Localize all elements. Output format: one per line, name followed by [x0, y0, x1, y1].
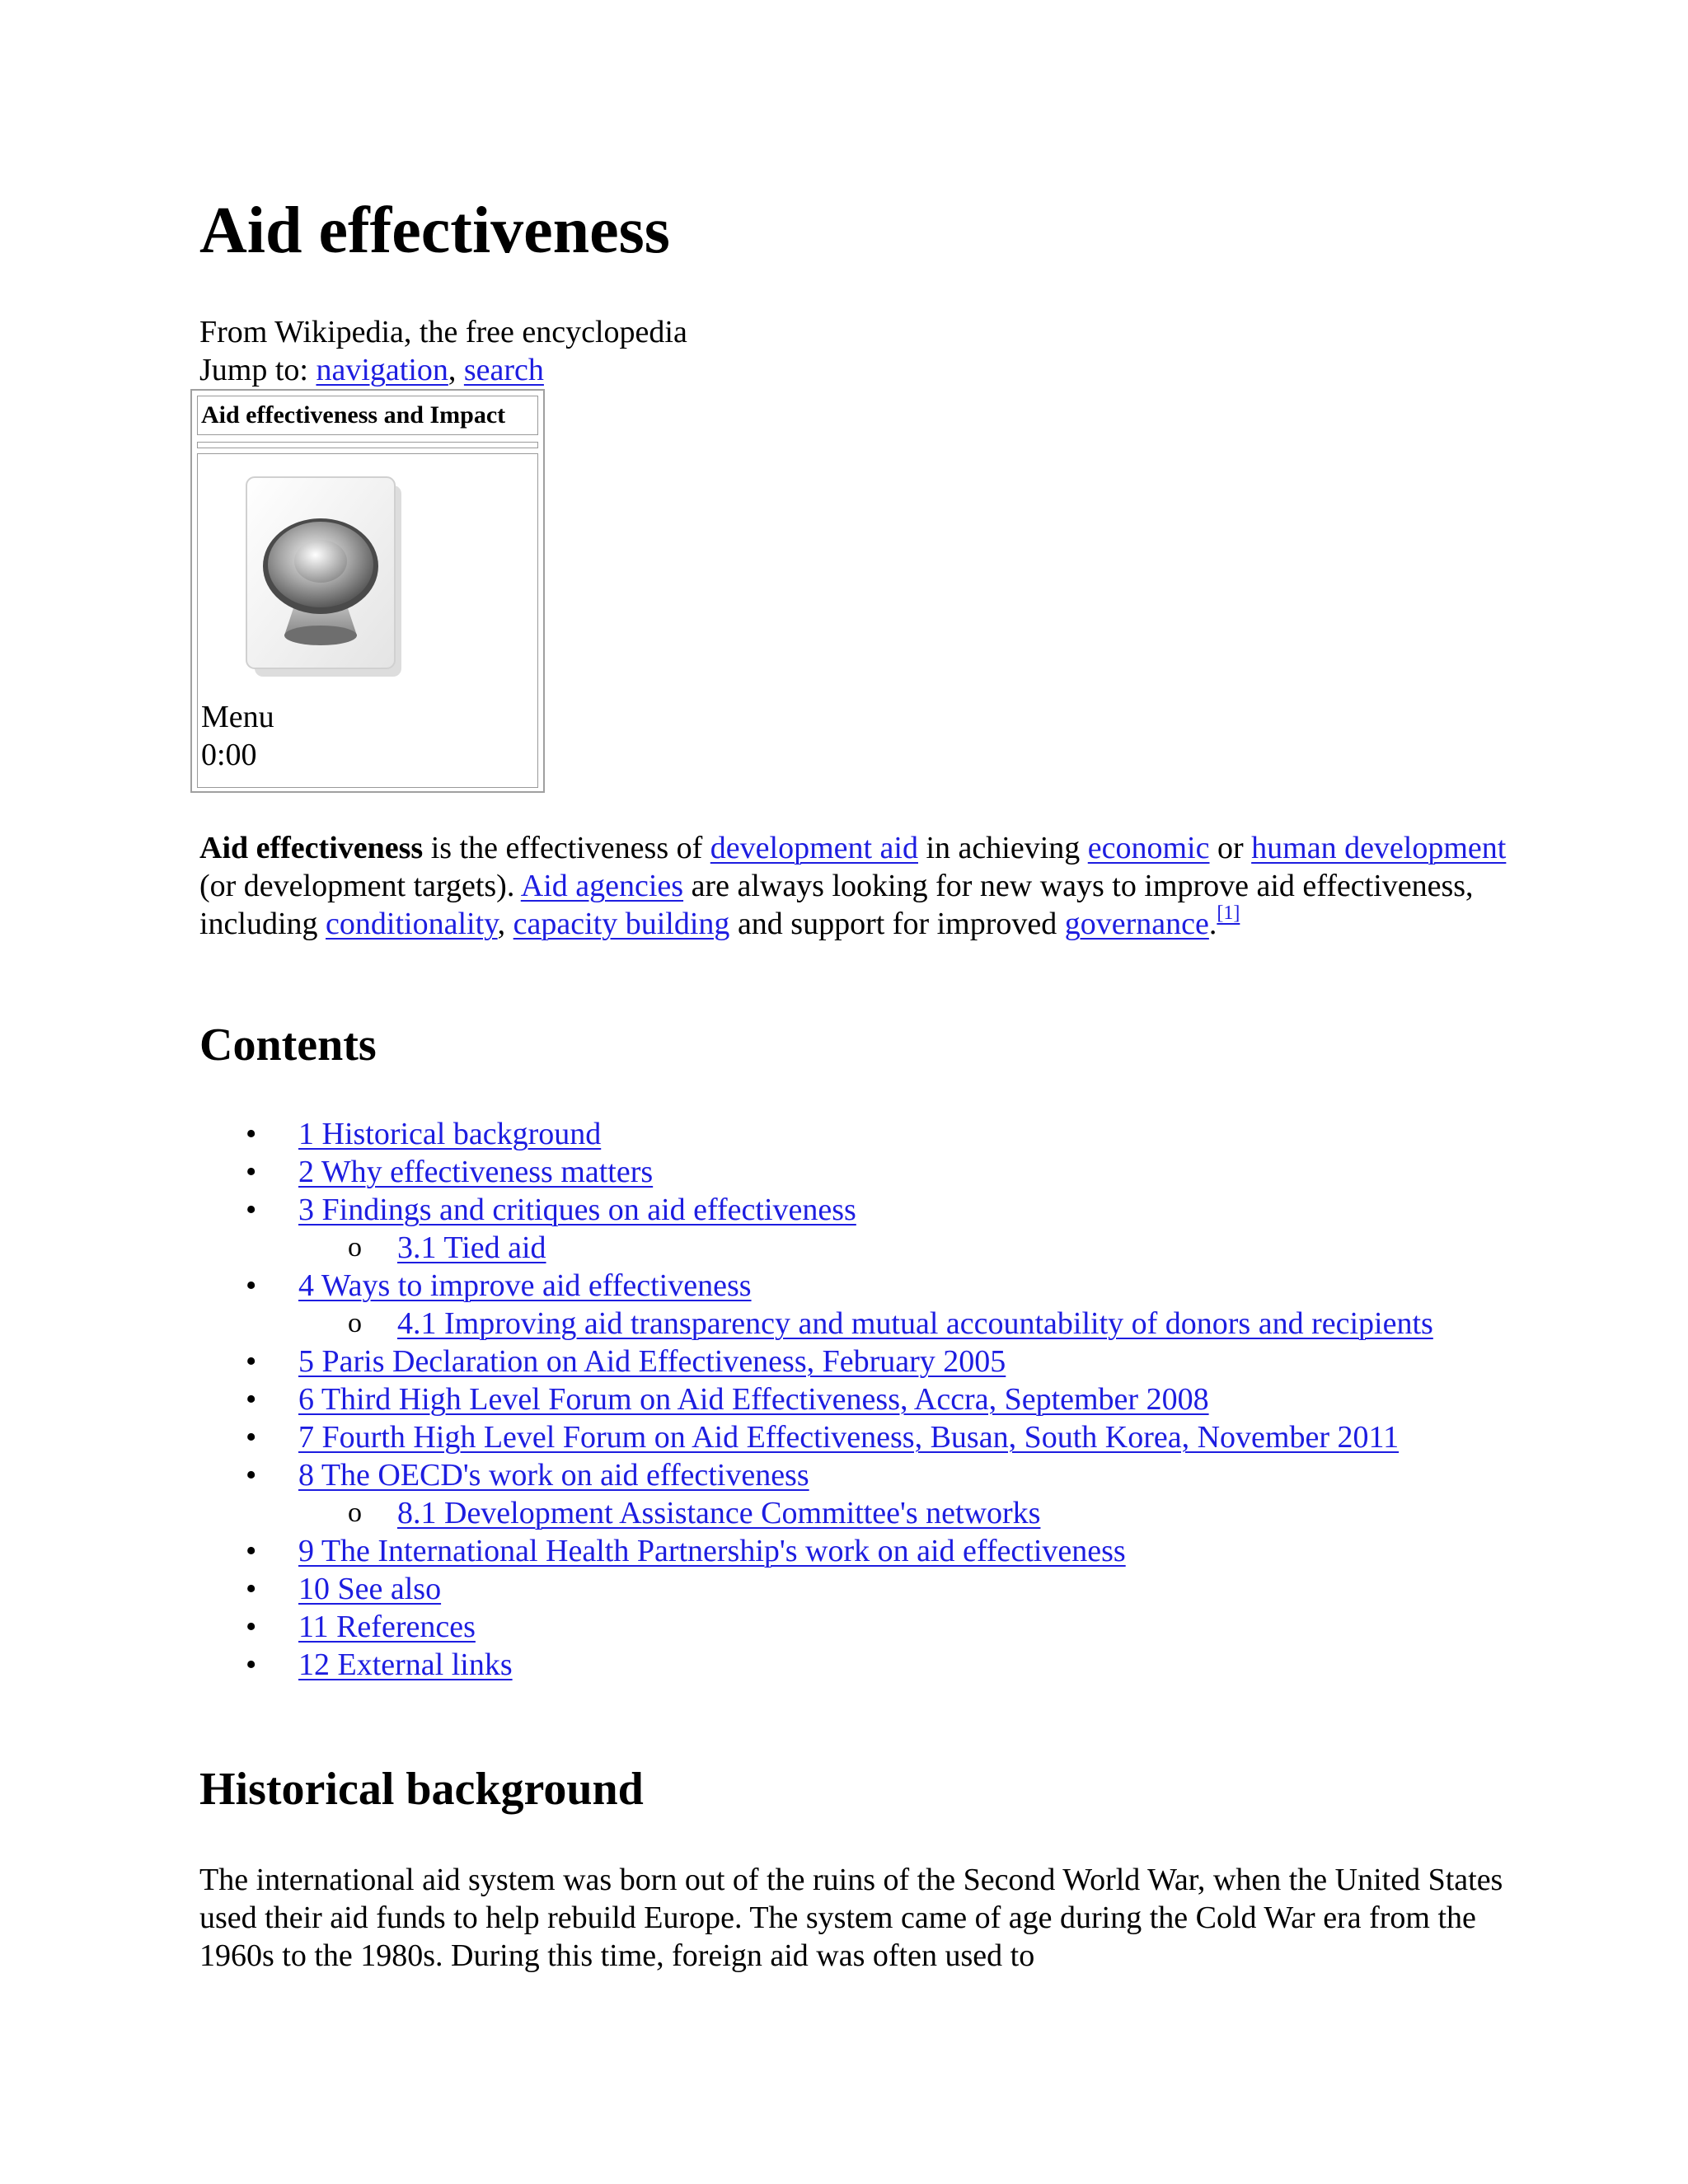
infobox-divider — [197, 442, 538, 448]
intro-text: . — [1208, 907, 1217, 941]
human-development-link[interactable]: human development — [1251, 831, 1507, 865]
reference-link[interactable]: [1] — [1217, 902, 1240, 924]
page-title: Aid effectiveness — [199, 194, 670, 267]
bullet-icon: • — [246, 1572, 257, 1606]
sub-bullet-icon: o — [348, 1232, 362, 1263]
toc-link[interactable]: 7 Fourth High Level Forum on Aid Effectiveness, Busan, South Korea, November 2011 — [298, 1420, 1400, 1455]
intro-text: is the effectiveness of — [423, 831, 710, 865]
toc-item — [199, 1115, 1518, 1153]
intro-text: , — [497, 907, 513, 941]
intro-text: or — [1209, 831, 1252, 865]
toc-link[interactable]: 12 External links — [298, 1647, 513, 1682]
toc-item — [199, 1153, 1518, 1191]
intro-paragraph — [199, 829, 1510, 943]
bullet-icon: • — [246, 1610, 257, 1644]
intro-text: are always looking for new ways to improve aid effectiveness, including — [199, 869, 1474, 941]
historical-background-heading: Historical background — [199, 1764, 644, 1815]
sub-bullet-icon: o — [348, 1497, 362, 1528]
bullet-icon: • — [246, 1344, 257, 1379]
speaker-icon[interactable] — [243, 474, 405, 680]
intro-text: (or development targets). — [199, 869, 521, 903]
historical-paragraph: The international aid system was born out of the ruins of the Second World War, when the United States used their aid funds to help rebuild Europe. The system came of age during the Cold War era from the 1960s to the 1980s. During this time, foreign aid was often used to — [199, 1863, 1503, 1973]
toc-item — [199, 1267, 1518, 1305]
toc-item — [199, 1608, 1518, 1646]
navigation-link[interactable]: navigation — [316, 353, 448, 387]
bullet-icon: • — [246, 1268, 257, 1303]
table-of-contents — [199, 1115, 1518, 1684]
jump-separator: , — [448, 353, 464, 387]
site-subtitle: From Wikipedia, the free encyclopedia — [199, 315, 687, 349]
sub-bullet-icon: o — [348, 1308, 362, 1338]
toc-item — [199, 1418, 1518, 1456]
toc-link[interactable]: 9 The International Health Partnership's work on aid effectiveness — [298, 1534, 1126, 1568]
search-link[interactable]: search — [463, 353, 544, 387]
bullet-icon: • — [246, 1382, 257, 1417]
toc-link[interactable]: 2 Why effectiveness matters — [298, 1155, 654, 1189]
toc-link[interactable]: 6 Third High Level Forum on Aid Effectiveness, Accra, September 2008 — [298, 1382, 1209, 1417]
media-player — [197, 453, 538, 788]
bullet-icon: • — [246, 1534, 257, 1568]
economic-link[interactable]: economic — [1087, 831, 1210, 865]
toc-link[interactable]: 11 References — [298, 1610, 476, 1644]
toc-link[interactable]: 8 The OECD's work on aid effectiveness — [298, 1458, 809, 1493]
toc-item — [199, 1646, 1518, 1684]
toc-item — [199, 1532, 1518, 1570]
bullet-icon: • — [246, 1458, 257, 1493]
toc-item — [199, 1380, 1518, 1418]
aid-agencies-link[interactable]: Aid agencies — [520, 869, 684, 903]
infobox-caption: Aid effectiveness and Impact — [197, 396, 538, 435]
development-aid-link[interactable]: development aid — [710, 831, 918, 865]
bullet-icon: • — [246, 1647, 257, 1682]
intro-text: and support for improved — [729, 907, 1065, 941]
toc-link[interactable]: 5 Paris Declaration on Aid Effectiveness, February 2005 — [298, 1344, 1006, 1379]
governance-link[interactable]: governance — [1064, 907, 1209, 941]
toc-link[interactable]: 3.1 Tied aid — [397, 1230, 546, 1265]
toc-item — [199, 1570, 1518, 1608]
intro-text: in achieving — [917, 831, 1088, 865]
toc-link[interactable]: 1 Historical background — [298, 1117, 602, 1151]
toc-item — [199, 1456, 1518, 1494]
capacity-building-link[interactable]: capacity building — [513, 907, 730, 941]
toc-item — [199, 1305, 1518, 1343]
jump-to-links — [199, 351, 544, 389]
intro-bold-term: Aid effectiveness — [199, 831, 424, 865]
toc-item — [199, 1494, 1518, 1532]
bullet-icon: • — [246, 1420, 257, 1455]
playback-time: 0:00 — [201, 738, 257, 772]
conditionality-link[interactable]: conditionality — [326, 907, 498, 941]
toc-item — [199, 1191, 1518, 1229]
menu-label[interactable]: Menu — [201, 700, 274, 734]
toc-link[interactable]: 8.1 Development Assistance Committee's networks — [397, 1496, 1041, 1530]
toc-link[interactable]: 10 See also — [298, 1572, 442, 1606]
infobox — [190, 389, 545, 793]
bullet-icon: • — [246, 1155, 257, 1189]
toc-item — [199, 1343, 1518, 1380]
toc-item — [199, 1229, 1518, 1267]
bullet-icon: • — [246, 1193, 257, 1227]
bullet-icon: • — [246, 1117, 257, 1151]
toc-link[interactable]: 4 Ways to improve aid effectiveness — [298, 1268, 752, 1303]
toc-link[interactable]: 4.1 Improving aid transparency and mutual accountability of donors and recipients — [397, 1306, 1433, 1341]
jump-to-label: Jump to: — [199, 353, 316, 387]
toc-link[interactable]: 3 Findings and critiques on aid effectiveness — [298, 1193, 856, 1227]
contents-heading: Contents — [199, 1019, 377, 1071]
